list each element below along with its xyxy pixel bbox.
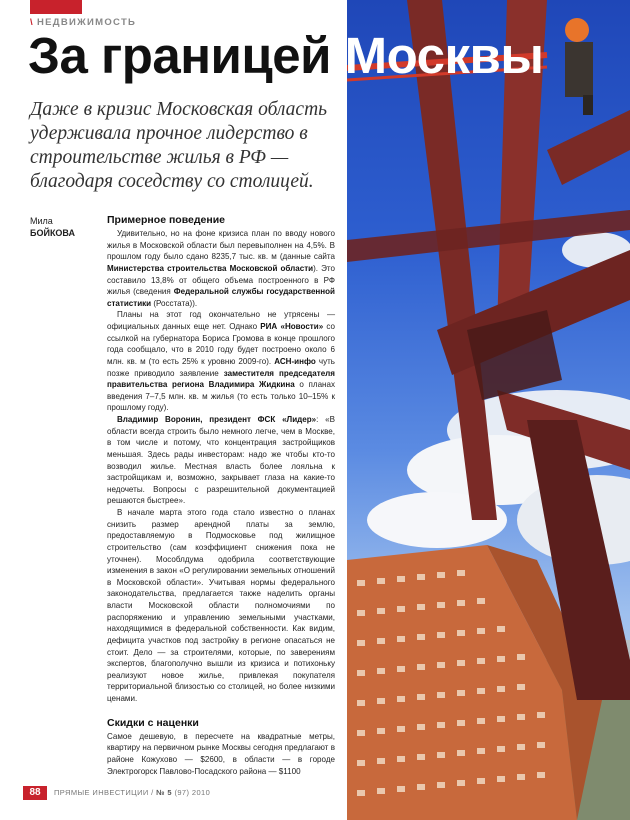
rubric-label: НЕДВИЖИМОСТЬ (36, 17, 137, 28)
issue-number: № 5 (156, 788, 172, 797)
magazine-name: ПРЯМЫЕ ИНВЕСТИЦИИ (54, 788, 149, 797)
paragraph: Планы на этот год окончательно не утрясены — официальных данных еще нет. Однако РИА «Новости» со ссылкой на губернатора Бориса Громова в конце прошлого года сообщало, что в 2010 году будет построено около 6 млн. кв. м (то есть 25% к уровню 2009-го). АСН-инфо чуть позже приводило заявление заместителя председателя правительства региона Владимира Жидкина о планах введения 7–7,5 млн. кв. м жилья (то есть только 10–15% к прошлому году). (107, 310, 335, 413)
title-light-part: Москвы (344, 27, 544, 84)
bold-source: РИА «Новости» (260, 322, 324, 331)
rubric-slash: \ (30, 17, 34, 28)
author-byline (30, 215, 75, 239)
quote-paragraph: Владимир Воронин, президент ФСК «Лидер»: «В области всегда строить было немного легче, чем в Москве, в том числе и потому, что концентрация застройщиков меньшая. Здесь рады инвесторам: надо же чтобы кто-то возводил жилье. Местная власть более лояльна к застройщикам и, возможно, закрывает глаза на какие-то недочеты. Вопросы с разрешительной документацией решаются быстрее». (107, 415, 335, 506)
page-number: 88 (23, 786, 47, 800)
section-color-bar (30, 0, 82, 14)
author-first-name: Мила (30, 216, 53, 226)
issue-details: (97) 2010 (171, 788, 211, 797)
author-last-name: БОЙКОВА (30, 228, 75, 238)
bold-source: Владимир Воронин, президент ФСК «Лидер» (117, 415, 317, 424)
bold-source: заместителя председателя правительства региона Владимира Жидкина (107, 368, 335, 390)
section-heading: Скидки с наценки (107, 716, 199, 729)
paragraph: Самое дешевую, в пересчете на квадратные метры, квартиру на первичном рынке Москвы сегодня предлагают в районе Кожухово — $2600, в области — в городе Электрогорск Павлово-Посадского района — $1100 (107, 731, 335, 776)
lead-paragraph: Даже в кризис Московская область удерживала прочное лидерство в строительстве жилья в РФ — благодаря соседству со столицей. (30, 99, 328, 192)
bold-source: АСН-инфо (274, 356, 316, 366)
footer-magazine: ПРЯМЫЕ ИНВЕСТИЦИИ / № 5 (97) 2010 (54, 788, 211, 797)
construction-photo (344, 0, 630, 820)
section-heading: Примерное поведение (107, 214, 226, 226)
paragraph: В начале марта этого года стало известно о планах снизить размер арендной платы за землю, предоставляемую в Подмосковье под жилищное строительство (сам коэффициент снижения пока не уточнен). Мособлдума одобрила соответствующие изменения в закон «О регулировании земельных отношений в Московской области». Учитывая нормы федерального законодательства, предлагается также наделить органы власти Московской области полномочиями по распоряжению и управлению земельными участками, находящимися в федеральной собственности. Как видим, дефицита участков под застройку в регионе опасаться не стоит. Дело — за строителями, которые, по заверениям экспертов, благополучно вышли из кризиса и потихоньку реализуют новое жилье, привлекая покупателя территориальной близостью со столицей, но более низкими ценами. (107, 508, 335, 703)
bold-source: Министерства строительства Московской области (107, 263, 314, 273)
page-title (28, 26, 543, 86)
bold-source: Федеральной службы государственной статистики (107, 287, 336, 308)
title-dark-part: За границей (28, 27, 345, 84)
article-body (107, 213, 335, 777)
paragraph: Удивительно, но на фоне кризиса план по вводу нового жилья в Московской области был перевыполнен на 4,5%. В прошлом году было сдано 8235,7 тыс. кв. м (данные сайта Министерства строительства Московской области). Это составило 13,8% от общего объема построенного в РФ жилья (сведения Федеральной службы государственной статистики (Росстата)). (107, 229, 336, 308)
construction-illustration (344, 0, 630, 820)
